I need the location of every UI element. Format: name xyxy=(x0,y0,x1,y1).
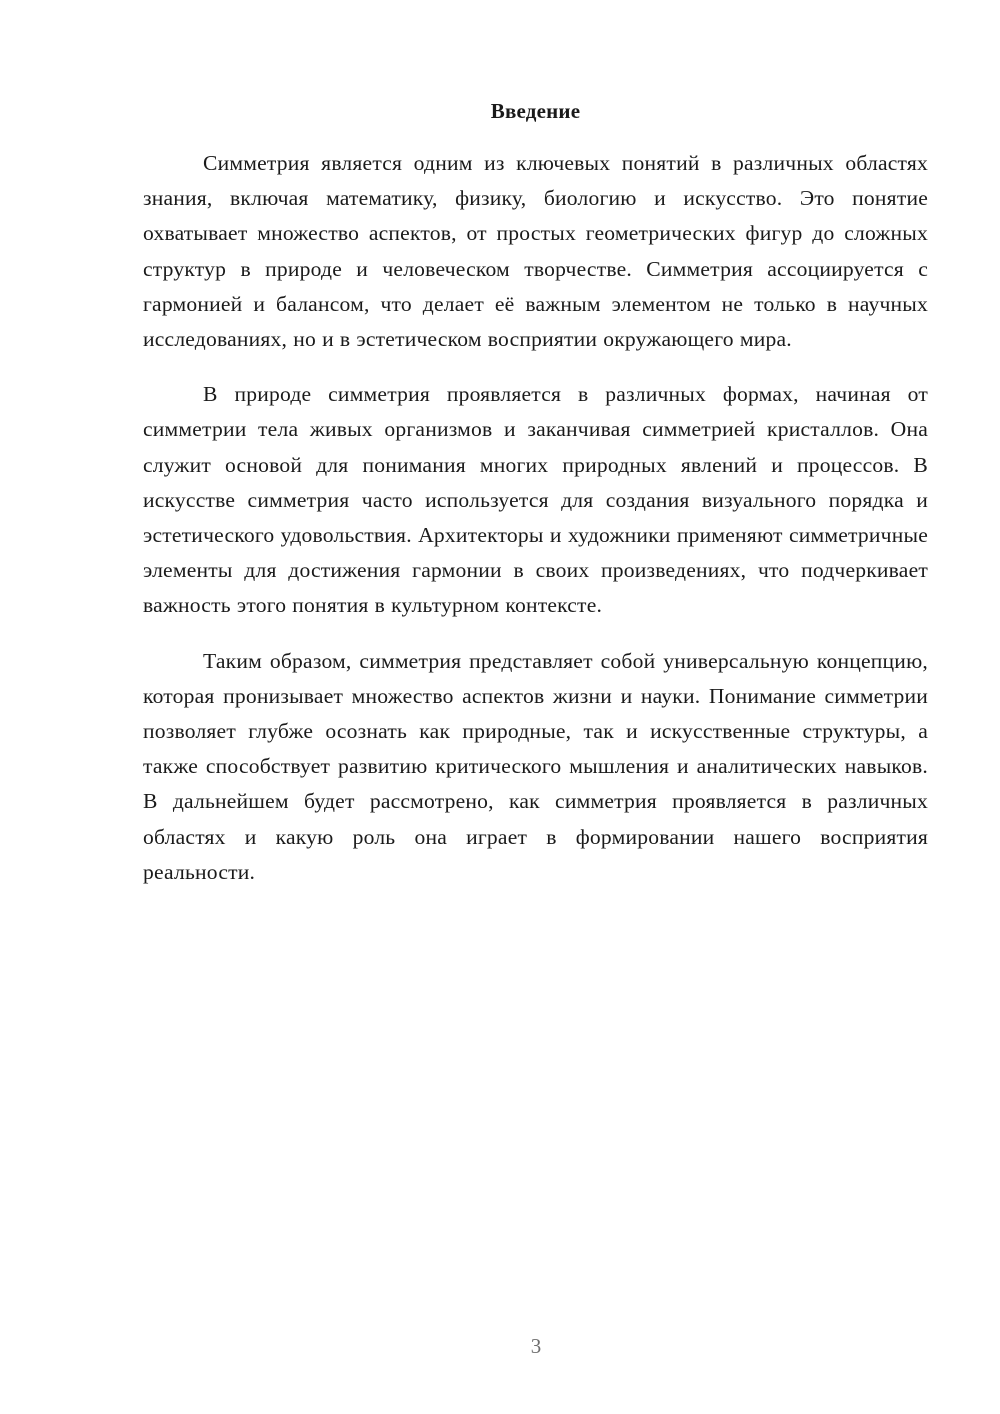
page-number: 3 xyxy=(530,1334,542,1358)
paragraph-2: В природе симметрия проявляется в различных формах, начиная от симметрии тела живых организмов и заканчивая симметрией кристаллов. Она служит основой для понимания многих природных явлений и процессов. В искусстве симметрия часто используется для создания визуального порядка и эстетического удовольствия. Архитекторы и художники применяют симметричные элементы для достижения гармонии в своих произведениях, что подчеркивает важность этого понятия в культурном контексте. xyxy=(143,382,928,618)
section-heading: Введение xyxy=(490,99,581,123)
paragraph-3: Таким образом, симметрия представляет собой универсальную концепцию, которая пронизывает множество аспектов жизни и науки. Понимание симметрии позволяет глубже осознать как природные, так и искусственные структуры, а также способствует развитию критического мышления и аналитических навыков. В дальнейшем будет рассмотрено, как симметрия проявляется в различных областях и какую роль она играет в формировании нашего восприятия реальности. xyxy=(143,648,928,884)
paragraph-1: Симметрия является одним из ключевых понятий в различных областях знания, включая математику, физику, биологию и искусство. Это понятие охватывает множество аспектов, от простых геометрических фигур до сложных структур в природе и человеческом творчестве. Симметрия ассоциируется с гармонией и балансом, что делает её важным элементом не только в научных исследованиях, но и в эстетическом восприятии окружающего мира. xyxy=(143,151,928,352)
page-content xyxy=(143,96,928,910)
